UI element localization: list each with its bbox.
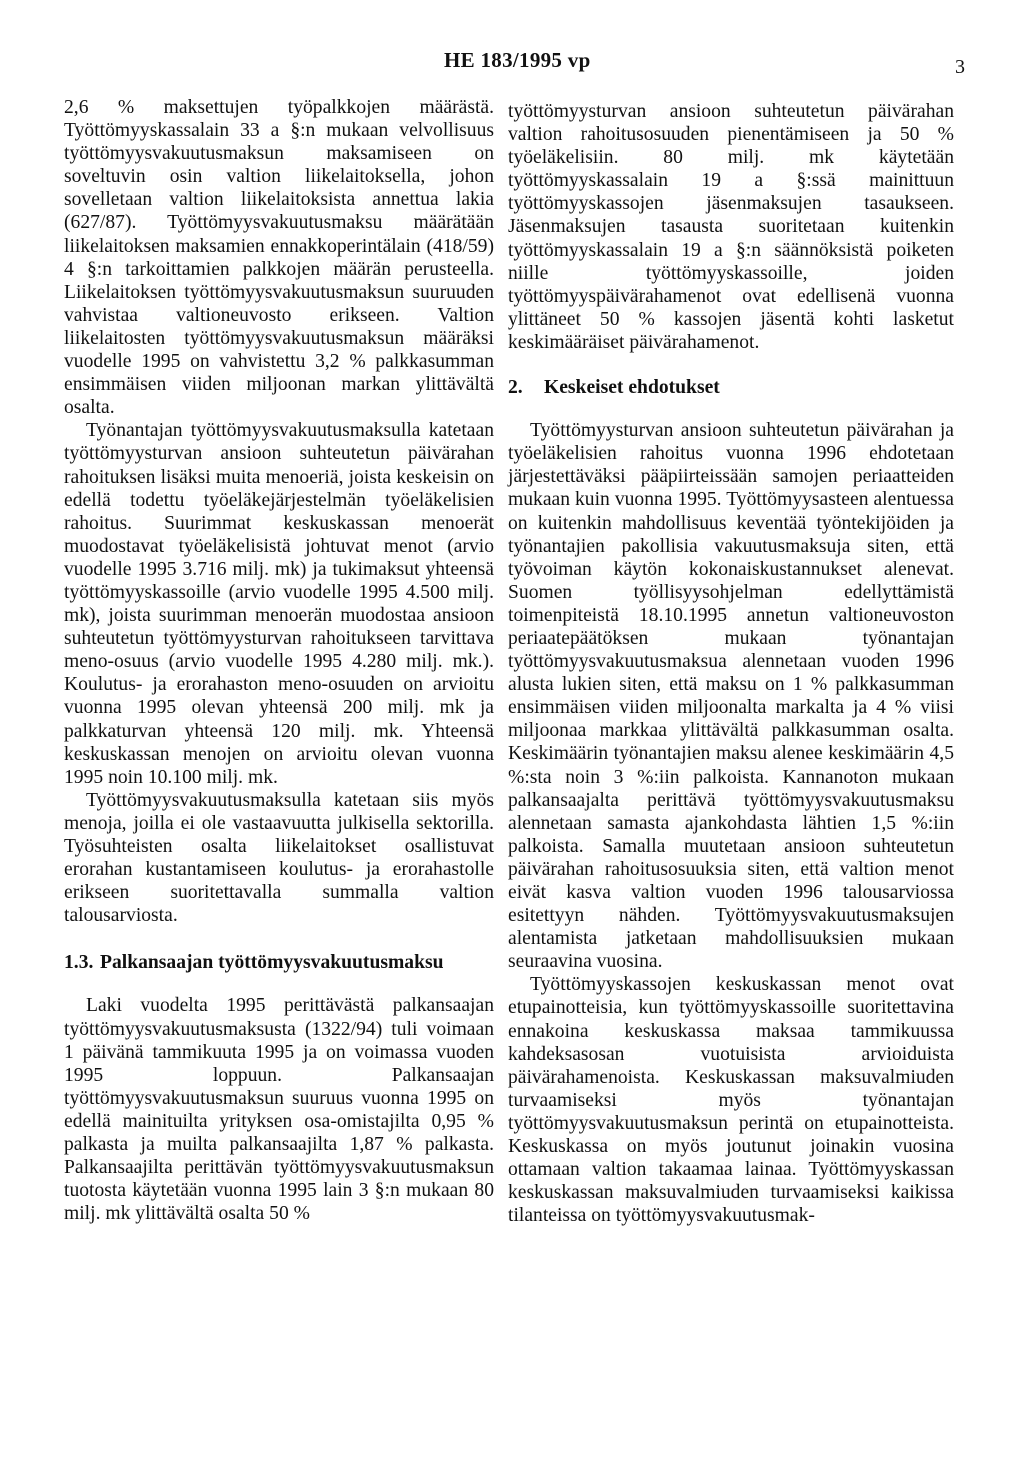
right-paragraph-3: Työttömyyskassojen keskuskassan menot ovat etupainotteisia, kun työttömyyskassoille suoritettavina ennakoina keskuskassa maksaa tammikuussa kahdeksasosan vuotuisista arvioiduista päivärahamenoista. Keskuskassan maksuvalmiuden turvaamiseksi myös työnantajan työttömyysvakuutusmaksun perintä on etupainotteista. Keskuskassa on myös joutunut joinakin vuosina ottamaan valtion takaamaa lainaa. Työttömyyskassan keskuskassan maksuvalmiuden turvaamiseksi kaikissa tilanteissa on työttömyysvakuutusmak- [508, 974, 954, 1227]
document-id: HE 183/1995 vp [444, 48, 591, 72]
page-number: 3 [955, 56, 965, 78]
section-heading-1-3 [64, 951, 494, 974]
page-header [0, 48, 1024, 88]
left-paragraph-3: Työttömyysvakuutusmaksulla katetaan siis myös menoja, joilla ei ole vastaavuutta julkisella sektorilla. Työsuhteisten osalta liikelaitokset osallistuvat erorahan kustantamiseen koulutus- ja erorahastolle erikseen suoritettavalla summalla valtion talousarviosta. [64, 789, 494, 927]
section-title: Palkansaajan työttömyysvakuutusmaksu [100, 952, 444, 974]
left-paragraph-2: Työnantajan työttömyysvakuutusmaksulla katetaan työttömyysturvan ansioon suhteutetun päivärahan rahoituksen lisäksi muita menoeriä, joista keskeisin on edellä todettu työeläkejärjestelmän työeläkelisien rahoitus. Suurimmat keskuskassan menoerät muodostavat työeläkelisistä johtuvat menot (arvio vuodelle 1995 3.716 milj. mk) ja tukimaksut yhteensä työttömyyskassoille (arvio vuodelle 1995 4.500 milj. mk), joista suurimman menoerän muodostaa ansioon suhteutetun työttömyysturvan rahoitukseen tarvittava meno-osuus (arvio vuodelle 1995 4.280 milj. mk.). Koulutus- ja erorahaston meno-osuuden on arvioitu vuonna 1995 olevan yhteensä 200 milj. mk ja palkkaturvan yhteensä 120 milj. mk. Yhteensä keskuskassan menojen on arvioitu olevan vuonna 1995 noin 10.100 milj. mk. [64, 420, 494, 788]
left-paragraph-4: Laki vuodelta 1995 perittävästä palkansaajan työttömyysvakuutusmaksusta (1322/94) tuli voimaan 1 päivänä tammikuuta 1995 ja on voimassa vuoden 1995 loppuun. Palkansaajan työttömyysvakuutusmaksun suuruus vuonna 1995 on edellä mainituilta yrityksen osa-omistajilta 0,95 % palkasta ja muilta palkansaajilta 1,87 % palkasta. Palkansaajilta perittävän työttömyysvakuutusmaksun tuotosta käytetään vuonna 1995 lain 3 §:n mukaan 80 milj. mk ylittävältä osalta 50 % [64, 995, 494, 1225]
section-heading-2 [508, 376, 954, 399]
right-paragraph-2: Työttömyysturvan ansioon suhteutetun päivärahan ja työeläkelisien rahoitus vuonna 1996 ehdotetaan järjestettäväksi pääpiirteissään samojen periaatteiden mukaan kuin vuonna 1995. Työttömyysasteen alentuessa on kuitenkin mahdollisuus keventää työntekijöiden ja työnantajien pakollisia vakuutusmaksuja siten, että työvoiman käytön kokonaiskustannukset alenevat. Suomen työllisyysohjelman edellyttämistä toimenpiteistä 18.10.1995 annetun valtioneuvoston periaatepäätöksen mukaan työnantajan työttömyysvakuutusmaksua alennetaan vuoden 1996 alusta lukien siten, että maksu on 1 % palkkasumman ensimmäisen viiden miljoonalta markalta ja 4 % viisi miljoonaa markkaa ylittävältä palkkasumman osalta. Keskimäärin työnantajien maksu alenee keskimäärin 4,5 %:sta noin 3 %:iin palkoista. Kannanoton mukaan palkansaajalta perittävä työttömyysvakuutusmaksu alennetaan samasta ajankohdasta lähtien 1,5 %:iin palkoista. Samalla muutetaan ansioon suhteutetun päivärahan rahoitusosuuksia siten, että valtion menot eivät kasva valtion vuoden 1996 talousarviossa esitettyyn nähden. Työttömyysvakuutusmaksujen alentamista jatketaan mahdollisuuksien mukaan seuraavina vuosina. [508, 420, 954, 973]
left-column [64, 96, 494, 1225]
right-paragraph-1: työttömyysturvan ansioon suhteutetun päivärahan valtion rahoitusosuuden pienentämiseen ja 50 % työeläkelisiin. 80 milj. mk käytetään työttömyyskassalain 19 a §:ssä mainittuun työttömyyskassojen jäsenmaksujen tasaukseen. Jäsenmaksujen tasausta suoritetaan kuitenkin työttömyyskassalain 19 a §:n säännöksistä poiketen niille työttömyyskassoille, joiden työttömyyspäivärahamenot ovat edellisenä vuonna ylittäneet 50 % kassojen jäsentä kohti lasketut keskimääräiset päivärahamenot. [508, 101, 954, 353]
section-number: 1.3. [64, 952, 94, 974]
right-column [508, 100, 954, 1227]
section-number: 2. [508, 377, 523, 399]
left-paragraph-1: 2,6 % maksettujen työpalkkojen määrästä. Työttömyyskassalain 33 a §:n mukaan velvollisuus työttömyysvakuutusmaksun maksamiseen on soveltuvin osin valtion liikelaitoksella, johon sovelletaan valtion liikelaitoksista annettua lakia (627/87). Työttömyysvakuutusmaksu määrätään liikelaitoksen maksamien ennakkoperintälain (418/59) 4 §:n tarkoittamien palkkojen määrän perusteella. Liikelaitoksen työttömyysvakuutusmaksun suuruuden vahvistaa valtioneuvosto erikseen. Valtion liikelaitosten työttömyysvakuutusmaksun määräksi vuodelle 1995 on vahvistettu 3,2 % palkkasumman ensimmäisen viiden miljoonan markan ylittävältä osalta. [64, 97, 494, 419]
section-title: Keskeiset ehdotukset [544, 377, 720, 399]
